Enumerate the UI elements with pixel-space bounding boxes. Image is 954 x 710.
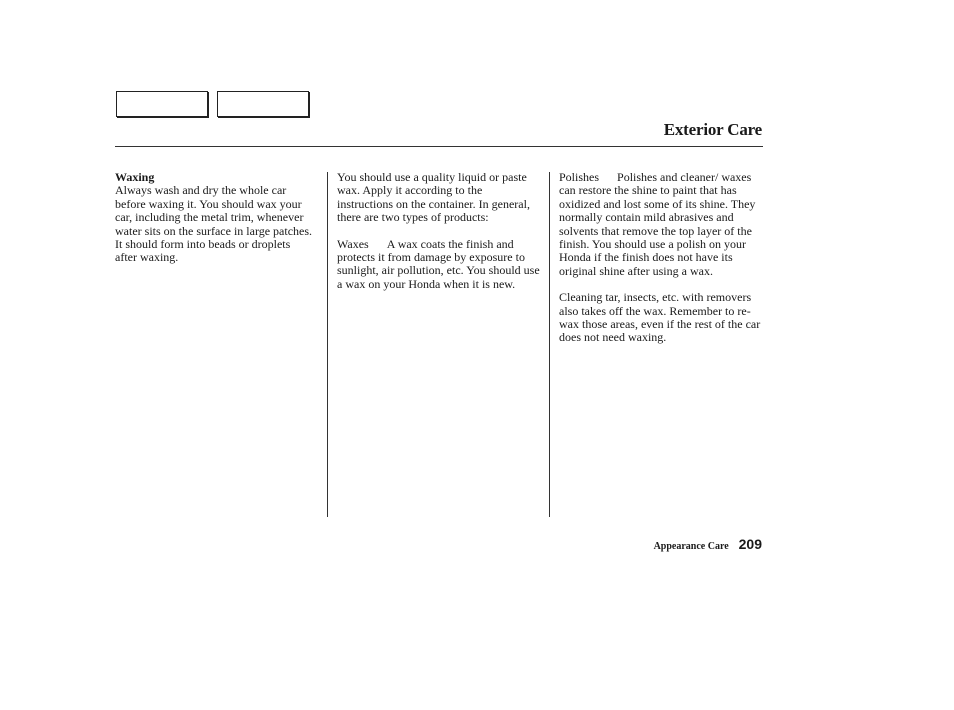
waxes-text: A wax coats the finish and protects it from damage by exposure to sunlight, air pollution, etc. You should use a wax on your Honda when it is new. [337,236,540,291]
wax-intro-paragraph: You should use a quality liquid or paste wax. Apply it according to the instructions on the container. In general, there are two types of products: [337,170,530,225]
text-column-1 [115,171,313,278]
polishes-text: Polishes and cleaner/ waxes can restore the shine to paint that has oxidized and lost some of its shine. They normally contain mild abrasives and solvents that remove the top layer of the finish. You should use a polish on your Honda if the finish does not have its original shine after using a wax. [559,170,756,278]
header-divider [115,146,763,147]
waxing-text: Always wash and dry the whole car before waxing it. You should wax your car, including the metal trim, whenever water sits on the surface in large patches. It should form into beads or droplets after waxing. [115,183,313,265]
main-menu-button[interactable] [116,91,208,117]
page-footer [654,536,762,554]
polishes-paragraph [559,171,763,278]
text-column-3 [559,171,763,358]
section-title: Exterior Care [663,120,762,139]
waxing-paragraph [115,171,313,265]
polishes-term: Polishes [559,170,600,184]
chapter-label: Appearance Care [653,541,729,552]
column-divider [327,172,328,517]
table-of-contents-button[interactable] [217,91,309,117]
cleaning-paragraph: Cleaning tar, insects, etc. with removers also takes off the wax. Remember to re-wax those areas, even if the rest of the car does not need waxing. [559,290,761,345]
column-divider [549,172,550,517]
text-column-2 [337,171,541,304]
page-number: 209 [738,536,762,552]
waxes-paragraph [337,238,541,292]
waxes-term: Waxes [337,236,369,251]
waxing-heading: Waxing [115,170,155,184]
